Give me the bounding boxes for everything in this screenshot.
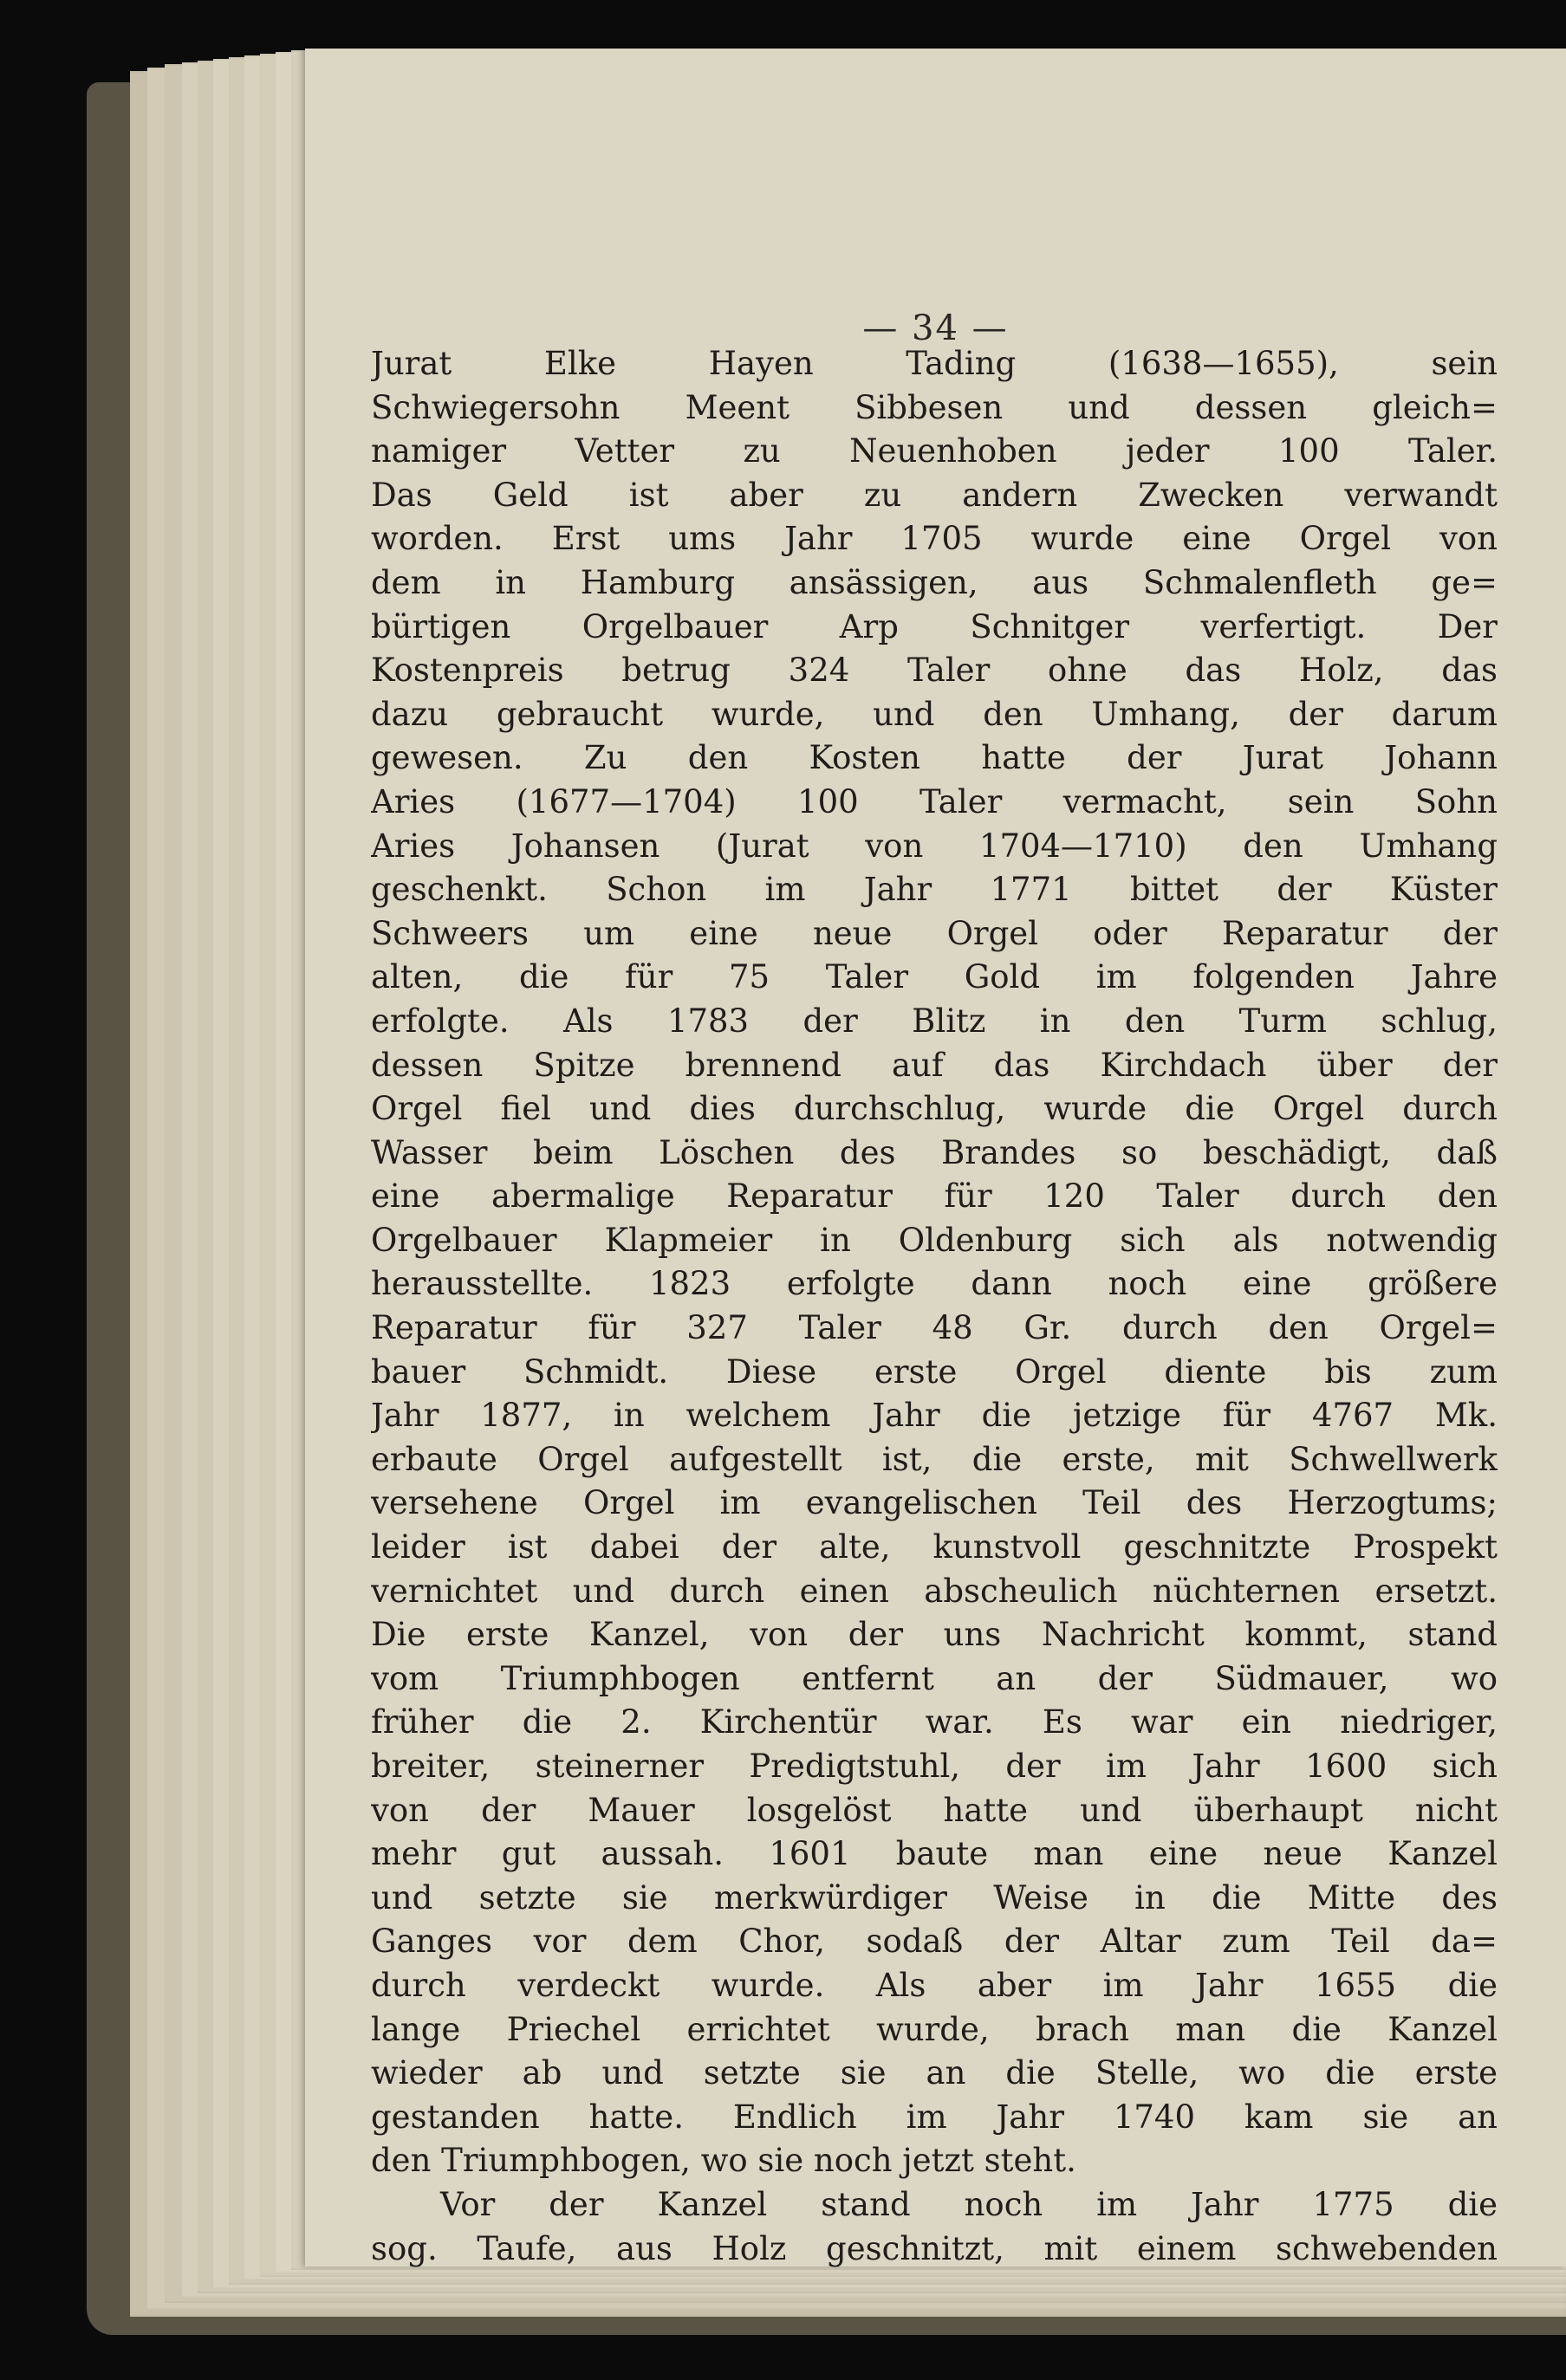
text-line: lange Priechel errichtet wurde, brach man die Kanzel: [371, 2010, 1498, 2048]
text-line: eine abermalige Reparatur für 120 Taler durch den: [371, 1177, 1498, 1216]
text-line: gestanden hatte. Endlich im Jahr 1740 kam sie an: [371, 2098, 1498, 2136]
text-line: Schweers um eine neue Orgel oder Reparatur der: [371, 914, 1498, 952]
text-line: breiter, steinerner Predigtstuhl, der im Jahr 1600 sich: [371, 1748, 1498, 1785]
text-line: Aries Johansen (Jurat von 1704—1710) den Umhang: [371, 827, 1498, 865]
text-line: leider ist dabei der alte, kunstvoll geschnitzte Prospekt: [371, 1528, 1498, 1566]
text-line: und setzte sie merkwürdiger Weise in die Mitte des: [371, 1878, 1498, 1916]
text-line: erbaute Orgel aufgestellt ist, die erste, mit Schwellwerk: [371, 1440, 1498, 1478]
text-line: vom Triumphbogen entfernt an der Südmauer, wo: [371, 1659, 1498, 1697]
text-line: versehene Orgel im evangelischen Teil des Herzogtums;: [371, 1484, 1498, 1522]
text-line: Ganges vor dem Chor, sodaß der Altar zum Teil da=: [371, 1923, 1498, 1961]
text-line: dazu gebraucht wurde, und den Umhang, der darum: [371, 695, 1498, 733]
text-line: erfolgte. Als 1783 der Blitz in den Turm schlug,: [371, 1002, 1498, 1040]
text-line: von der Mauer losgelöst hatte und überhaupt nicht: [371, 1791, 1498, 1829]
text-line: Schwiegersohn Meent Sibbesen und dessen gleich=: [371, 388, 1498, 426]
page-number: — 34 —: [862, 308, 1009, 348]
body-text: [371, 342, 1498, 2271]
text-line: geschenkt. Schon im Jahr 1771 bittet der Küster: [371, 871, 1498, 909]
text-line: vernichtet und durch einen abscheulich nüchternen ersetzt.: [371, 1572, 1498, 1610]
text-line: bürtigen Orgelbauer Arp Schnitger verfertigt. Der: [371, 607, 1498, 645]
text-line: Kostenpreis betrug 324 Taler ohne das Holz, das: [371, 652, 1498, 690]
text-line: sog. Taufe, aus Holz geschnitzt, mit einem schwebenden: [371, 2229, 1498, 2267]
text-line: worden. Erst ums Jahr 1705 wurde eine Orgel von: [371, 520, 1498, 558]
text-line: Wasser beim Löschen des Brandes so beschädigt, daß: [371, 1133, 1498, 1171]
text-line: den Triumphbogen, wo sie noch jetzt steht.: [371, 2142, 1076, 2180]
text-line: Jurat Elke Hayen Tading (1638—1655), sein: [371, 345, 1498, 382]
text-line: dem in Hamburg ansässigen, aus Schmalenfleth ge=: [371, 563, 1498, 601]
text-line: wieder ab und setzte sie an die Stelle, wo die erste: [371, 2054, 1498, 2092]
text-line: dessen Spitze brennend auf das Kirchdach über der: [371, 1046, 1498, 1084]
text-line: Reparatur für 327 Taler 48 Gr. durch den Orgel=: [371, 1309, 1498, 1347]
text-line: Aries (1677—1704) 100 Taler vermacht, sein Sohn: [371, 782, 1498, 820]
text-line: Orgel fiel und dies durchschlug, wurde die Orgel durch: [371, 1090, 1498, 1128]
text-line: durch verdeckt wurde. Als aber im Jahr 1655 die: [371, 1966, 1498, 2004]
text-line: mehr gut aussah. 1601 baute man eine neue Kanzel: [371, 1835, 1498, 1873]
text-line: herausstellte. 1823 erfolgte dann noch eine größere: [371, 1265, 1498, 1303]
text-line: Das Geld ist aber zu andern Zwecken verwandt: [371, 476, 1498, 514]
text-line: Vor der Kanzel stand noch im Jahr 1775 die: [440, 2185, 1498, 2223]
text-line: bauer Schmidt. Diese erste Orgel diente bis zum: [371, 1352, 1498, 1391]
text-line: alten, die für 75 Taler Gold im folgenden Jahre: [371, 958, 1498, 996]
text-line: früher die 2. Kirchentür war. Es war ein niedriger,: [371, 1703, 1498, 1741]
text-line: Jahr 1877, in welchem Jahr die jetzige für 4767 Mk.: [371, 1397, 1498, 1435]
text-line: namiger Vetter zu Neuenhoben jeder 100 Taler.: [371, 432, 1498, 470]
text-line: Orgelbauer Klapmeier in Oldenburg sich als notwendig: [371, 1221, 1498, 1259]
text-line: Die erste Kanzel, von der uns Nachricht kommt, stand: [371, 1616, 1498, 1654]
text-line: gewesen. Zu den Kosten hatte der Jurat Johann: [371, 739, 1498, 777]
